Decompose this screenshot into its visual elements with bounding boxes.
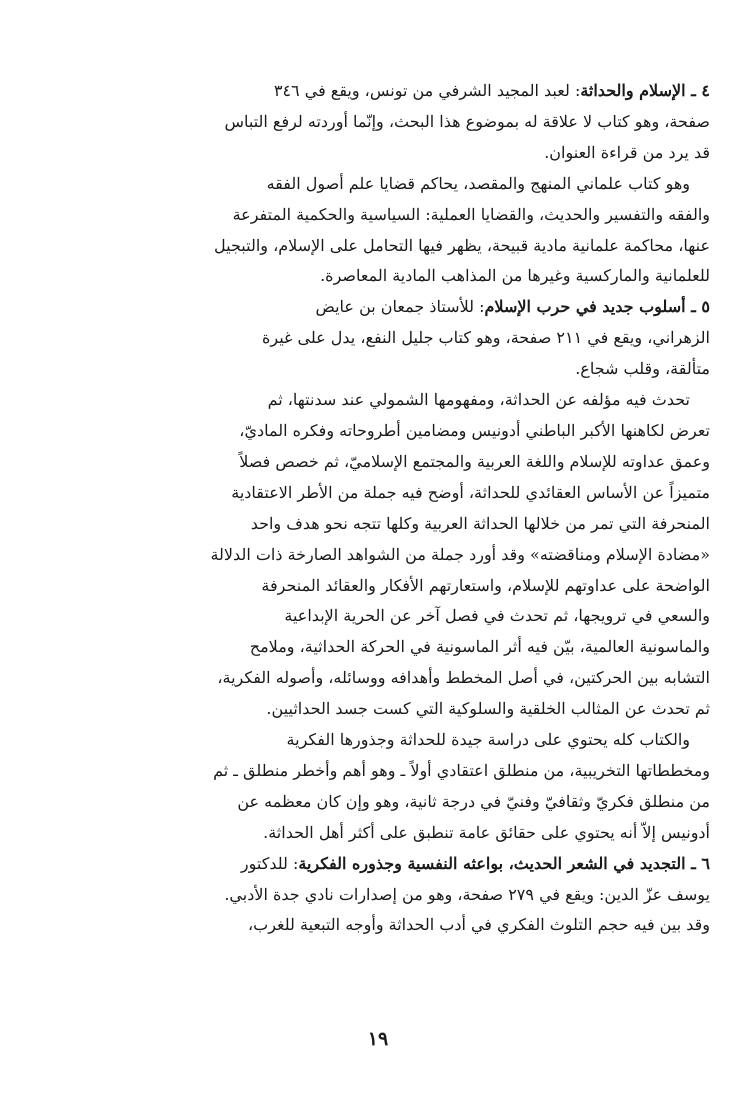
text-line-rest: : للدكتور (240, 853, 299, 873)
text-line: التشابه بين الحركتين، في أصل المخطط وأهدافه ووسائله، وأصوله الفكرية، (217, 668, 710, 688)
text-line: متميزاً عن الأساس العقائدي للحداثة، أوضح فيه جملة من الأطر الاعتقادية (231, 482, 710, 502)
text-line: وقد بين فيه حجم التلوث الفكري في أدب الحداثة وأوجه التبعية للغرب، (247, 915, 710, 935)
paragraph-item-4-description (94, 169, 710, 293)
text-line: المنحرفة التي تمر من خلالها الحداثة العربية وكلها تتجه نحو هدف واحد (250, 513, 710, 533)
item-heading: ٦ ـ التجديد في الشعر الحديث، بواعثه النفسية وجذوره الفكرية (298, 853, 710, 873)
text-line: تعرض لكاهنها الأكبر الباطني أدونيس ومضامين أطروحاته وفكره الماديّ، (239, 420, 710, 440)
text-line: قد يرد من قراءة العنوان. (544, 142, 710, 162)
paragraph-item-4 (94, 76, 710, 169)
text-line: صفحة، وهو كتاب لا علاقة له بموضوع هذا البحث، وإنّما أوردته لرفع التباس (224, 111, 710, 131)
text-line: وهو كتاب علماني المنهج والمقصد، يحاكم قضايا علم أصول الفقه (266, 173, 690, 193)
text-line: من منطلق فكريّ وثقافيّ وفنيّ في درجة ثانية، وهو وإن كان معظمه عن (237, 791, 710, 811)
paragraph-item-5-summary (94, 725, 710, 849)
text-line: «مضادة الإسلام ومناقضته» وقد أورد جملة من الشواهد الصارخة ذات الدلالة (210, 544, 710, 564)
item-heading: ٤ ـ الإسلام والحداثة (580, 81, 710, 100)
text-line (94, 292, 710, 323)
text-line: الواضحة على عداوتهم للإسلام، واستعارتهم الأفكار والعقائد المنحرفة (261, 575, 710, 595)
text-line-rest: : لعبد المجيد الشرفي من تونس، ويقع في ٣٤٦ (273, 81, 581, 100)
text-line: الزهراني، ويقع في ٢١١ صفحة، وهو كتاب جليل النفع، يدل على غيرة (262, 328, 710, 348)
text-line: والماسونية العالمية، بيّن فيه أثر الماسونية في الحركة الحداثية، وملامح (249, 637, 710, 657)
text-line: للعلمانية والماركسية وغيرها من المذاهب المادية المعاصرة. (320, 266, 710, 286)
paragraph-item-6 (94, 849, 710, 942)
text-line: عنها، محاكمة علمانية مادية قبيحة، يظهر فيها التحامل على الإسلام، والتبجيل (214, 235, 710, 255)
text-line-rest: : للأستاذ جمعان بن عايض (315, 297, 485, 317)
paragraph-item-5 (94, 292, 710, 385)
text-line: تحدث فيه مؤلفه عن الحداثة، ومفهومها الشمولي عند سدنتها، ثم (267, 390, 690, 410)
text-line: يوسف عزّ الدين: ويقع في ٢٧٩ صفحة، وهو من إصدارات نادي جدة الأدبي. (224, 884, 710, 904)
text-line: ومخططاتها التخريبية، من منطلق اعتقادي أولاً ـ وهو أهم وأخطر منطلق ـ ثم (213, 760, 710, 780)
text-line: والسعي في ترويجها، ثم تحدث في فصل آخر عن الحرية الإبداعية (284, 606, 710, 626)
item-heading: ٥ ـ أسلوب جديد في حرب الإسلام (484, 297, 710, 317)
text-line: ثم تحدث عن المثالب الخلقية والسلوكية التي كست جسد الحداثيين. (266, 699, 710, 719)
text-line (94, 849, 710, 880)
text-line: وعمق عداوته للإسلام واللغة العربية والمجتمع الإسلاميّ، ثم خصص فصلاً (239, 451, 710, 471)
text-line: والفقه والتفسير والحديث، والقضايا العملية: السياسية والحكمية المتفرعة (232, 204, 710, 224)
paragraph-item-5-description (94, 385, 710, 725)
text-line (94, 76, 710, 107)
page-number: ١٩ (367, 1028, 389, 1050)
text-line: أدونيس إلاّ أنه يحتوي على حقائق عامة تنطبق على أكثر أهل الحداثة. (263, 822, 710, 842)
text-line: متألقة، وقلب شجاع. (575, 359, 710, 379)
text-line: والكتاب كله يحتوي على دراسة جيدة للحداثة وجذورها الفكرية (286, 730, 690, 750)
body-text (94, 76, 710, 941)
